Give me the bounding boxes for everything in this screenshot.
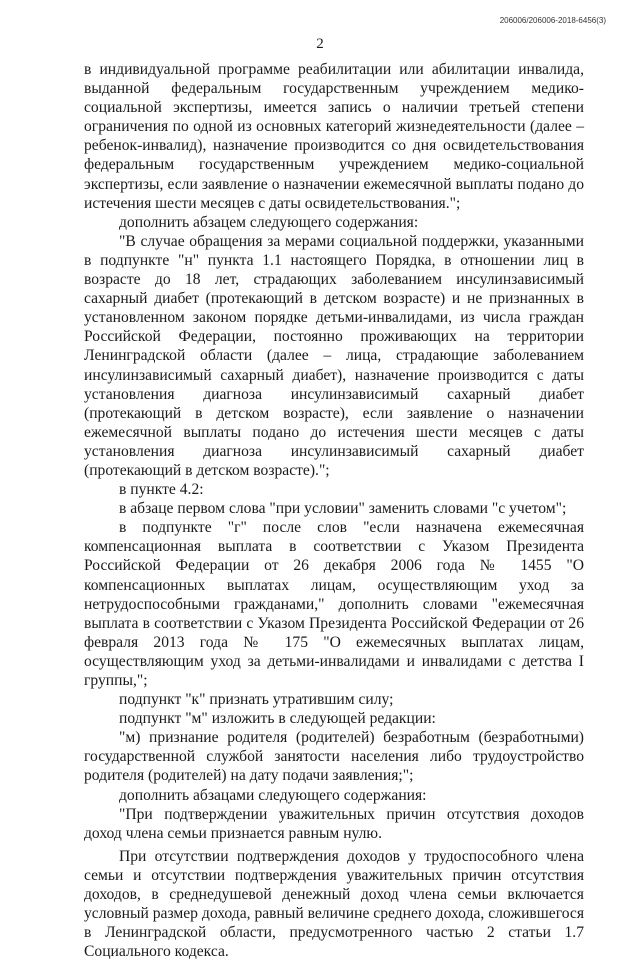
paragraph-3: "В случае обращения за мерами социальной поддержки, указанными в подпункте "н" пункта 1.1 настоящего Порядка, в отношении лиц в возрасте до 18 лет, страдающих заболеванием инсулинзависимый сахарный диабет (протекающий в детском возрасте) и не признанных в установленном законом порядке детьми-инвалидами, из числа граждан Российской Федерации, постоянно проживающих на территории Ленинградской области (далее – лица, страдающие заболеванием инсулинзависимый сахарный диабет), назначение производится с даты установления диагноза инсулинзависимый сахарный диабет (протекающий в детском возрасте), если заявление о назначении ежемесячной выплаты подано до истечения шести месяцев с даты установления диагноза инсулинзависимый сахарный диабет (протекающий в детском возрасте).";	[84, 232, 584, 479]
paragraph-11: "При подтверждении уважительных причин отсутствия доходов доход члена семьи признается равным нулю.	[84, 805, 584, 842]
paragraph-10: дополнить абзацами следующего содержания:	[119, 786, 427, 804]
paragraph-12: При отсутствии подтверждения доходов у трудоспособного члена семьи и отсутствии подтверждения уважительных причин отсутствия доходов, в среднедушевой денежный доход члена семьи включается условный размер дохода, равный величине среднего дохода, сложившегося в Ленинградской области, предусмотренного частью 2 статьи 1.7 Социального кодекса.	[84, 847, 584, 961]
paragraph-5: в абзаце первом слова "при условии" заменить словами "с учетом";	[119, 500, 567, 518]
document-reference-number: 206006/206006-2018-6456(3)	[499, 16, 606, 25]
page-number: 2	[316, 36, 324, 52]
paragraph-1: в индивидуальной программе реабилитации или абилитации инвалида, выданной федеральным государственным учреждением медико-социальной экспертизы, имеется запись о наличии третьей степени ограничения по одной из основных категорий жизнедеятельности (далее – ребенок-инвалид), назначение производится со дня освидетельствования федеральным государственным учреждением медико-социальной экспертизы, если заявление о назначении ежемесячной выплаты подано до истечения шести месяцев с даты освидетельствования.";	[84, 61, 584, 212]
paragraph-6: в подпункте "г" после слов "если назначена ежемесячная компенсационная выплата в соответствии с Указом Президента Российской Федерации от 26 декабря 2006 года № 1455 "О компенсационных выплатах лицам, осуществляющим уход за нетрудоспособными гражданами," дополнить словами "ежемесячная выплата в соответствии с Указом Президента Российской Федерации от 26 февраля 2013 года № 175 "О ежемесячных выплатах лицам, осуществляющим уход за детьми-инвалидами и инвалидами с детства I группы,";	[84, 519, 584, 689]
paragraph-9: "м) признание родителя (родителей) безработным (безработными) государственной службой занятости населения либо трудоустройство родителя (родителей) на дату подачи заявления;";	[84, 729, 584, 785]
paragraph-4: в пункте 4.2:	[119, 481, 204, 499]
paragraph-7: подпункт "к" признать утратившим силу;	[119, 691, 394, 709]
paragraph-2: дополнить абзацем следующего содержания:	[119, 213, 419, 231]
document-body	[84, 60, 584, 961]
paragraph-8: подпункт "м" изложить в следующей редакции:	[119, 710, 436, 728]
